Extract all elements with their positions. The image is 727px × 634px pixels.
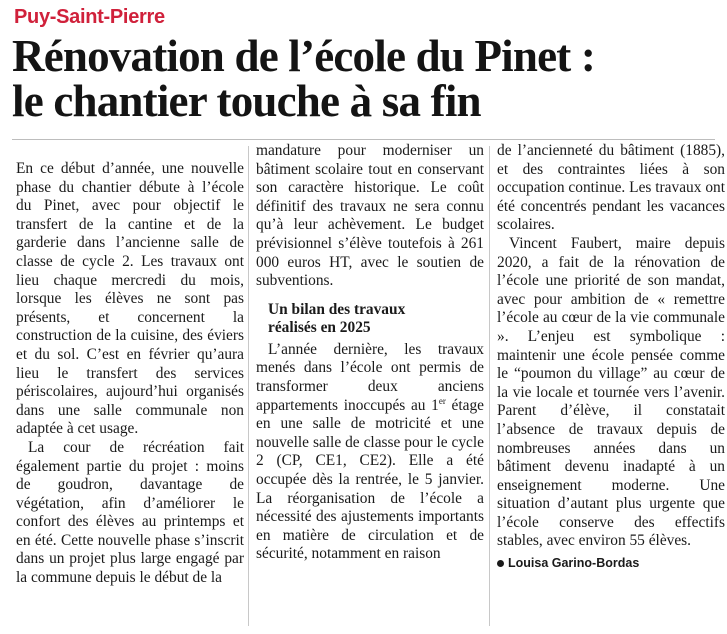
ordinal-superscript: er [438, 395, 446, 406]
column-divider-2 [489, 146, 490, 626]
subhead-line-1: Un bilan des travaux [268, 300, 406, 318]
section-subhead [268, 301, 484, 337]
paragraph-4-end: étage en une salle de motricité et une nouvelle salle de classe pour le cycle 2 (CP, CE1, CE2). Elle a été occupée dès la rentrée, le 5 janvier. La réorganisation de l’école a nécessité des ajustements importants en matière de circulation et de sécurité, notamment en raison [256, 396, 485, 563]
headline [12, 31, 717, 126]
author-name: Louisa Garino-Bordas [508, 556, 640, 571]
column-divider-1 [248, 146, 249, 626]
article-column-1 [16, 160, 244, 588]
subhead-line-2: réalisés en 2025 [268, 318, 371, 336]
paragraph-2: La cour de récréation fait également partie du projet : moins de goudron, davantage de végétation, afin d’améliorer le confort des élèves au printemps et en été. Cette nouvelle phase s’inscrit dans un projet plus large engagé par la commune depuis le début de la [16, 438, 244, 587]
paragraph-4 [256, 341, 484, 564]
bullet-dot-icon [497, 560, 504, 567]
headline-line-1: Rénovation de l’école du Pinet : [12, 31, 596, 81]
paragraph-5: de l’ancienneté du bâtiment (1885), et des contraintes liées à son occupation continue. Les travaux ont été concentrés pendant les vacances scolaires. [497, 142, 725, 234]
location-kicker: Puy-Saint-Pierre [14, 6, 165, 28]
byline [497, 555, 725, 571]
headline-rule [12, 139, 715, 140]
paragraph-3: mandature pour moderniser un bâtiment scolaire tout en conservant son caractère historique. Le coût définitif des travaux ne sera connu qu’à leur achèvement. Le budget prévisionnel s’élève toutefois à 261 000 euros HT, avec le soutien de subventions. [256, 142, 484, 290]
paragraph-6: Vincent Faubert, maire depuis 2020, a fait de la rénovation de l’école une priorité de son mandat, avec pour ambition de « remettre l’école au cœur de la vie communale ». L’enjeu est symbolique : maintenir une école pensée comme le “poumon du village” au cœur de la vie locale et tournée vers l’avenir. Parent d’élève, il constatait l’absence de travaux depuis de nombreuses années dans un bâtiment devenu inadapté à un enseignement moderne. Une situation d’autant plus urgente que l’école conserve des effectifs stables, avec environ 55 élèves. [497, 234, 725, 550]
article-column-2 [256, 142, 484, 564]
paragraph-1: En ce début d’année, une nouvelle phase du chantier débute à l’école du Pinet, avec pour objectif le transfert de la cantine et de la garderie dans l’ancienne salle de classe de cycle 2. Les travaux ont lieu chaque mercredi du mois, lorsque les élèves ne sont pas présents, et concernent la construction de la cuisine, des éviers et du sol. C’est en février qu’aura lieu le transfert des services périscolaires, aujourd’hui organisés dans une salle communale non adaptée à cet usage. [16, 160, 244, 438]
paragraph-4-start: L’année dernière, les travaux menés dans l’école ont permis de transformer deux anciens appartements inoccupés au 1 [256, 340, 484, 414]
headline-line-2: le chantier touche à sa fin [12, 76, 481, 126]
article-column-3 [497, 142, 725, 571]
